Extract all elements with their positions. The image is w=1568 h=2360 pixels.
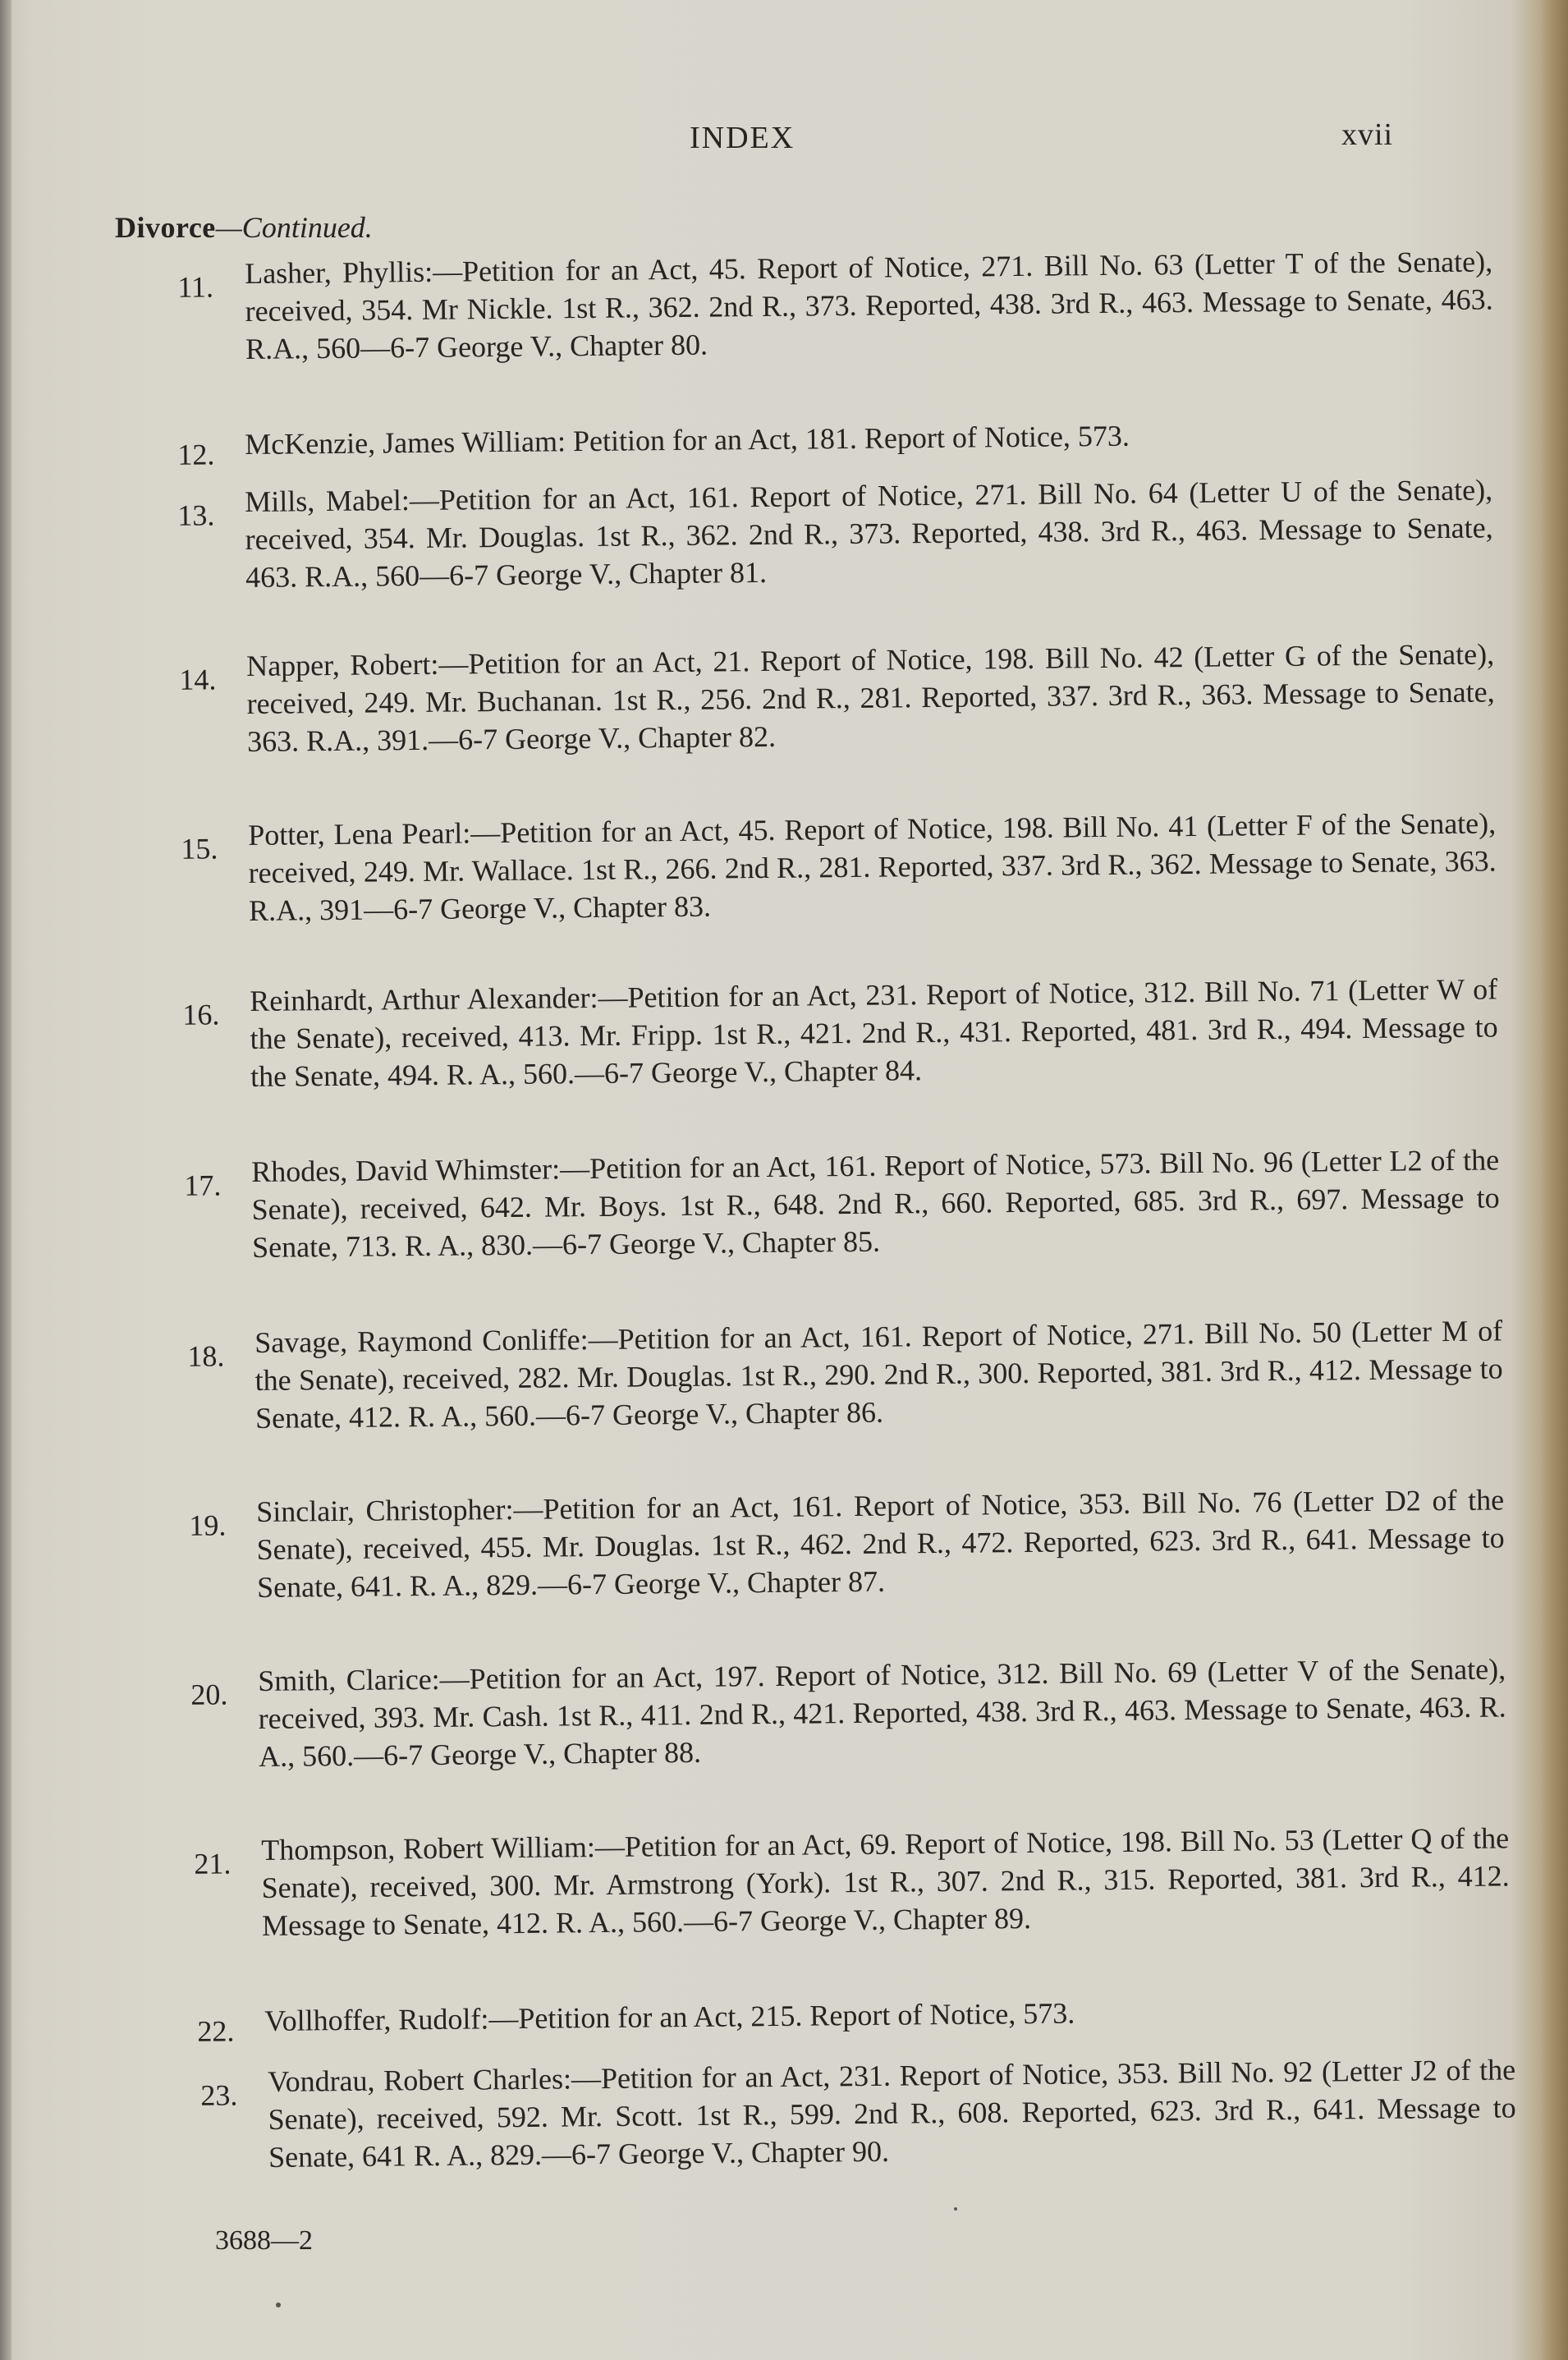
paper-speck (276, 2303, 281, 2307)
entry-number: 11. (177, 270, 214, 304)
entry-text: Reinhardt, Arthur Alexander:—Petition for an Act, 231. Report of Notice, 312. Bill No. 71 (Letter W of the Senate), received, 413. Mr. Fripp. 1st R., 421. 2nd R., 431. Reported, 481. 3rd R., 494. Message to the Senate, 494. R. A., 560.—6-7 George V., Chapter 84. (250, 972, 1498, 1093)
entry-text: Sinclair, Christopher:—Petition for an Act, 161. Report of Notice, 353. Bill No. 76 (Letter D2 of the Senate), received, 455. Mr. Douglas. 1st R., 462. 2nd R., 472. Reported, 623. 3rd R., 641. Message to Senate, 641. R. A., 829.—6-7 George V., Chapter 87. (256, 1483, 1505, 1604)
header-title: INDEX (690, 121, 795, 155)
entry-text: Savage, Raymond Conliffe:—Petition for an Act, 161. Report of Notice, 271. Bill No. 50 (Letter M of the Senate), received, 282. Mr. Douglas. 1st R., 290. 2nd R., 300. Reported, 381. 3rd R., 412. Message to Senate, 412. R. A., 560.—6-7 George V., Chapter 86. (254, 1314, 1503, 1435)
entry-text: Napper, Robert:—Petition for an Act, 21. Report of Notice, 198. Bill No. 42 (Letter G of the Senate), received, 249. Mr. Buchanan. 1st R., 256. 2nd R., 281. Reported, 337. 3rd R., 363. Message to Senate, 363. R.A., 391.—6-7 George V., Chapter 82. (246, 637, 1495, 758)
entry-text: Vollhoffer, Rudolf:—Petition for an Act, 215. Report of Notice, 573. (264, 1996, 1075, 2037)
index-entry (181, 804, 1497, 930)
entry-number: 14. (179, 663, 217, 696)
entry-text: Smith, Clarice:—Petition for an Act, 197. Report of Notice, 312. Bill No. 69 (Letter V of the Senate), received, 393. Mr. Cash. 1st R., 411. 2nd R., 421. Reported, 438. 3rd R., 463. Message to Senate, 463. R. A., 560.—6-7 George V., Chapter 88. (258, 1652, 1506, 1773)
running-header (0, 117, 1568, 161)
entry-number: 17. (184, 1169, 222, 1202)
entry-number: 22. (197, 2014, 235, 2048)
entry-number: 12. (177, 438, 215, 471)
signature-mark: 3688—2 (215, 2225, 313, 2256)
entry-number: 21. (194, 1847, 232, 1880)
header-page-number: xvii (1341, 117, 1394, 152)
index-entry (184, 1141, 1500, 1266)
section-heading-bold: Divorce (115, 211, 216, 244)
entry-number: 23. (200, 2078, 238, 2112)
index-entry (187, 1311, 1503, 1437)
section-heading (115, 210, 373, 245)
index-entry (177, 471, 1493, 596)
entry-number: 19. (189, 1508, 227, 1542)
entry-number: 18. (187, 1339, 225, 1373)
index-entry (177, 242, 1493, 368)
paper-speck (954, 2207, 957, 2211)
page-binding-edge (0, 0, 11, 2360)
index-entry (179, 635, 1495, 760)
entry-text: Thompson, Robert William:—Petition for an Act, 69. Report of Notice, 198. Bill No. 53 (Letter Q of the Senate), received, 300. Mr. Armstrong (York). 1st R., 307. 2nd R., 315. Reported, 381. 3rd R., 412. Message to Senate, 412. R. A., 560.—6-7 George V., Chapter 89. (261, 1821, 1510, 1942)
entry-text: McKenzie, James William: Petition for an Act, 181. Report of Notice, 573. (245, 419, 1130, 461)
section-heading-italic: —Continued. (215, 211, 373, 244)
entry-number: 20. (190, 1678, 228, 1711)
index-entry (194, 1819, 1510, 1944)
index-entry (182, 970, 1498, 1095)
entry-text: Potter, Lena Pearl:—Petition for an Act, 45. Report of Notice, 198. Bill No. 41 (Letter F of the Senate), received, 249. Mr. Wallace. 1st R., 266. 2nd R., 281. Reported, 337. 3rd R., 362. Message to Senate, 363. R.A., 391—6-7 George V., Chapter 83. (248, 806, 1497, 927)
index-entry (177, 413, 1492, 471)
entry-number: 15. (181, 832, 218, 865)
entry-number: 13. (177, 498, 215, 532)
index-entry (189, 1481, 1505, 1606)
index-entry (190, 1650, 1506, 1775)
entry-number: 16. (182, 998, 220, 1031)
entry-text: Vondrau, Robert Charles:—Petition for an Act, 231. Report of Notice, 353. Bill No. 92 (Letter J2 of the Senate), received, 592. Mr. Scott. 1st R., 599. 2nd R., 608. Reported, 623. 3rd R., 641. Message to Senate, 641 R. A., 829.—6-7 George V., Chapter 90. (268, 2053, 1516, 2174)
entry-text: Rhodes, David Whimster:—Petition for an Act, 161. Report of Notice, 573. Bill No. 96 (Letter L2 of the Senate), received, 642. Mr. Boys. 1st R., 648. 2nd R., 660. Reported, 685. 3rd R., 697. Message to Senate, 713. R. A., 830.—6-7 George V., Chapter 85. (251, 1143, 1500, 1264)
entry-text: Mills, Mabel:—Petition for an Act, 161. Report of Notice, 271. Bill No. 64 (Letter U of the Senate), received, 354. Mr. Douglas. 1st R., 362. 2nd R., 373. Reported, 438. 3rd R., 463. Message to Senate, 463. R.A., 560—6-7 George V., Chapter 81. (245, 473, 1493, 594)
index-entry (200, 2050, 1516, 2176)
entry-text: Lasher, Phyllis:—Petition for an Act, 45. Report of Notice, 271. Bill No. 63 (Letter T of the Senate), received, 354. Mr Nickle. 1st R., 362. 2nd R., 373. Reported, 438. 3rd R., 463. Message to Senate, 463. R.A., 560—6-7 George V., Chapter 80. (245, 245, 1493, 365)
index-entry (197, 1990, 1512, 2048)
